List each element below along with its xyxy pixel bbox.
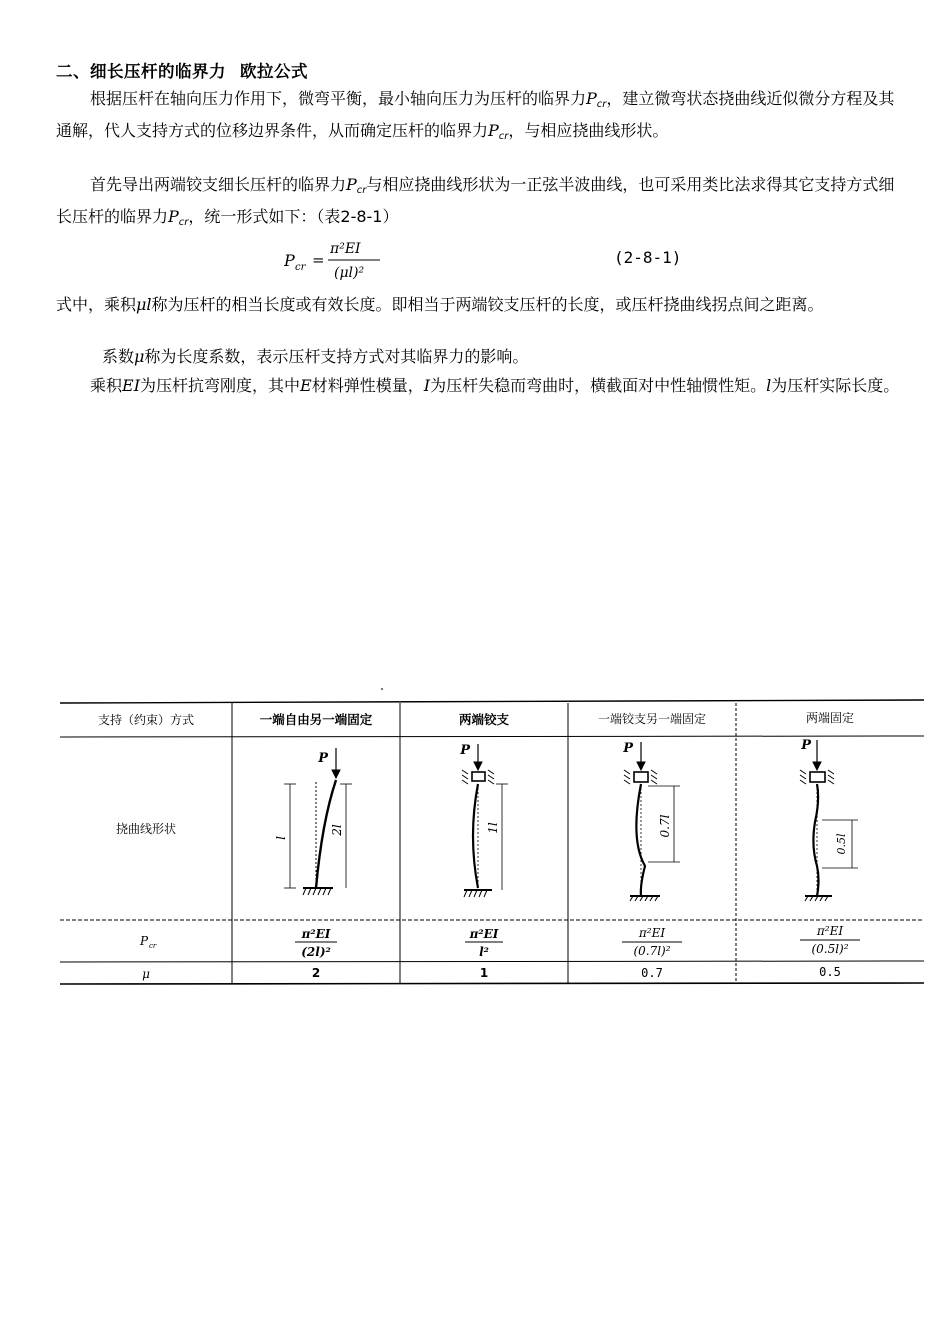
pcr-numerator: π²EI bbox=[301, 927, 331, 941]
row-label-pcr-p: P bbox=[140, 934, 149, 948]
pcr-cell-1 bbox=[295, 927, 337, 959]
symbol-cr: cr bbox=[356, 185, 367, 196]
ground-hatch bbox=[464, 890, 487, 897]
symbol-ei: EI bbox=[122, 376, 141, 395]
text-segment: 称为长度系数，表示压杆支持方式对其临界力的影响。 bbox=[144, 347, 529, 366]
text-segment: ，统一形式如下：（表2-8-1） bbox=[188, 207, 399, 226]
header-rule bbox=[60, 736, 924, 737]
symbol-e: E bbox=[300, 376, 312, 395]
pcr-numerator: π²EI bbox=[638, 926, 666, 940]
mu-value-2: 1 bbox=[479, 966, 489, 980]
pcr-row-rule bbox=[60, 961, 924, 962]
text-segment: 与相应挠曲线形状为一正弦半波曲线，也可采用类比法求得其它支持方式细长压杆的临界力 bbox=[56, 175, 895, 226]
table-top-rule bbox=[60, 700, 924, 703]
header-pinned-pinned: 两端铰支 bbox=[458, 712, 510, 727]
effective-length-label: 1l bbox=[486, 822, 500, 834]
length-label: l bbox=[274, 836, 288, 840]
load-label: P bbox=[801, 738, 811, 753]
symbol-mu-l: μl bbox=[136, 295, 152, 314]
text-segment: ，与相应挠曲线形状。 bbox=[508, 121, 669, 140]
formula-p: P bbox=[284, 251, 295, 270]
symbol-cr: cr bbox=[596, 99, 607, 110]
buckled-column bbox=[813, 784, 818, 896]
diagram-pinned-pinned bbox=[462, 744, 508, 897]
symbol-cr: cr bbox=[178, 217, 189, 228]
diagram-fixed-fixed bbox=[800, 740, 858, 901]
header-fixed-fixed: 两端固定 bbox=[805, 711, 855, 725]
buckled-column bbox=[473, 784, 478, 888]
mu-value-4: 0.5 bbox=[819, 965, 841, 979]
text-segment: 首先导出两端铰支细长压杆的临界力 bbox=[90, 175, 347, 194]
symbol-i: I bbox=[423, 376, 431, 395]
text-segment: 为压杆实际长度。 bbox=[771, 376, 900, 395]
load-arrowhead bbox=[813, 762, 821, 770]
effective-length-label: 2l bbox=[330, 824, 344, 836]
formula-equals: = bbox=[312, 251, 325, 269]
row-label-pcr-sub: cr bbox=[149, 942, 157, 950]
pcr-denominator: (2l)² bbox=[301, 945, 331, 959]
load-label: P bbox=[460, 743, 470, 758]
diagram-free-fixed bbox=[284, 748, 352, 895]
table-grid bbox=[60, 700, 924, 984]
pcr-numerator: π²EI bbox=[816, 924, 844, 938]
row-label-mu: μ bbox=[142, 967, 150, 981]
formula-cr: cr bbox=[295, 262, 306, 273]
table-bottom-rule bbox=[60, 983, 924, 984]
load-arrowhead bbox=[474, 762, 482, 770]
text-segment: 式中，乘积 bbox=[56, 295, 137, 314]
top-pin-support bbox=[634, 772, 648, 782]
equation-number: (2-8-1) bbox=[614, 248, 682, 267]
pcr-denominator: (0.7l)² bbox=[633, 944, 671, 958]
section-title: 二、细长压杆的临界力 bbox=[56, 62, 226, 81]
load-label: P bbox=[623, 741, 633, 756]
pcr-cell-2 bbox=[465, 927, 503, 959]
formula-denominator: (μl)² bbox=[334, 265, 365, 281]
text-segment: 为压杆失稳而弯曲时，横截面对中性轴惯性矩。 bbox=[430, 376, 767, 395]
text-segment: ，建立微弯状态挠曲线近似微分方程及其通解，代人支持方式的位移边界条件，从而确定压杆的临界力 bbox=[56, 89, 895, 140]
mu-value-1: 2 bbox=[311, 966, 321, 980]
text-segment: 为压杆抗弯刚度，其中 bbox=[140, 376, 301, 395]
header-free-fixed: 一端自由另一端固定 bbox=[259, 712, 373, 727]
section-subtitle: 欧拉公式 bbox=[240, 62, 308, 81]
pcr-numerator: π²EI bbox=[469, 927, 499, 941]
load-arrowhead bbox=[332, 770, 340, 778]
symbol-p: P bbox=[168, 207, 179, 226]
symbol-l: l bbox=[766, 376, 772, 395]
mu-value-3: 0.7 bbox=[641, 966, 663, 980]
load-arrowhead bbox=[637, 762, 645, 770]
top-pin-support bbox=[472, 772, 485, 781]
pcr-denominator: (0.5l)² bbox=[811, 942, 849, 956]
pcr-denominator: l² bbox=[479, 945, 489, 959]
symbol-p: P bbox=[488, 121, 499, 140]
text-segment: 材料弹性模量， bbox=[311, 376, 424, 395]
text-segment: 系数 bbox=[102, 347, 135, 366]
row-label-deflection-shape: 挠曲线形状 bbox=[115, 822, 177, 836]
pcr-cell-3 bbox=[622, 926, 682, 958]
symbol-p: P bbox=[346, 175, 357, 194]
symbol-mu: μ bbox=[134, 347, 145, 366]
top-fixed-support bbox=[810, 772, 825, 782]
symbol-cr: cr bbox=[498, 131, 509, 142]
text-segment: 称为压杆的相当长度或有效长度。即相当于两端铰支压杆的长度，或压杆挠曲线拐点间之距离。 bbox=[151, 295, 824, 314]
pcr-cell-4 bbox=[800, 924, 860, 956]
effective-length-label: 0.7l bbox=[658, 814, 672, 838]
effective-length-label: 0.5l bbox=[835, 833, 848, 855]
header-pinned-fixed: 一端铰支另一端固定 bbox=[597, 712, 707, 726]
text-segment: 乘积 bbox=[90, 376, 123, 395]
symbol-p: P bbox=[586, 89, 597, 108]
text-segment: 根据压杆在轴向压力作用下，微弯平衡，最小轴向压力为压杆的临界力 bbox=[90, 89, 587, 108]
ground-hatch bbox=[303, 888, 331, 895]
formula-numerator: π²EI bbox=[330, 241, 361, 257]
header-support-type: 支持（约束）方式 bbox=[97, 713, 195, 727]
load-label: P bbox=[318, 751, 328, 766]
